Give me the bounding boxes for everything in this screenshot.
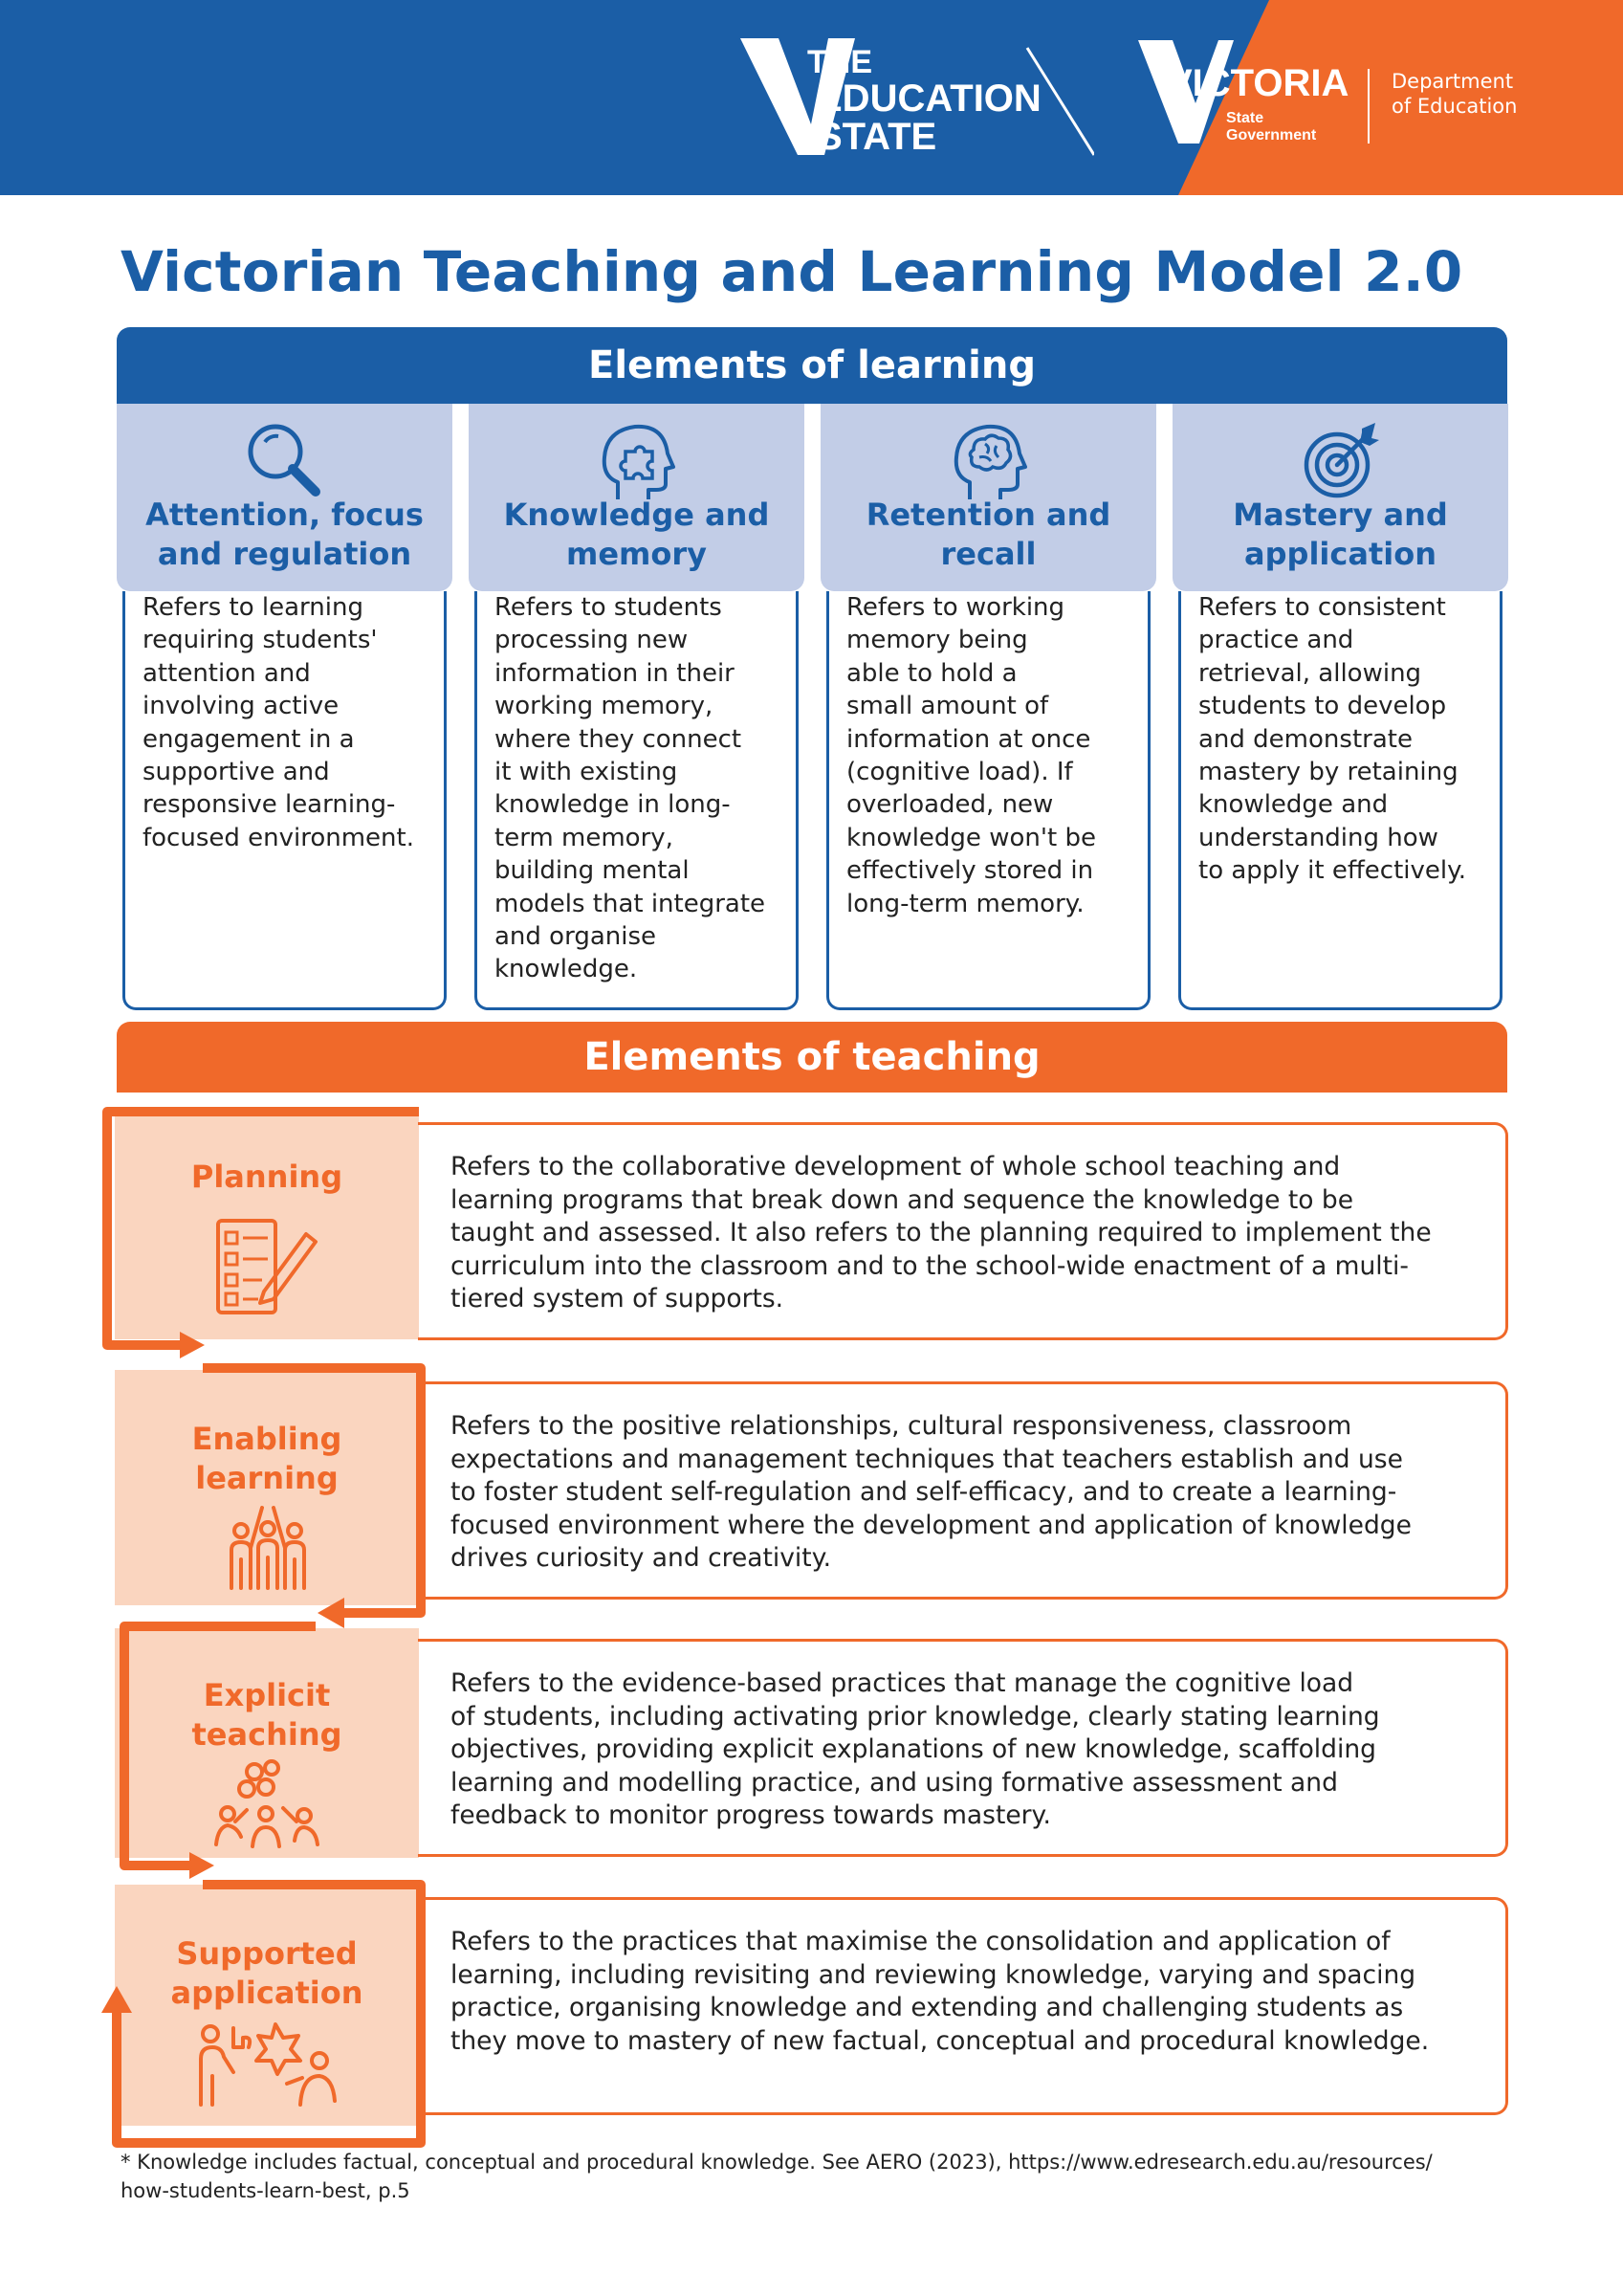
svg-text:VICTORIA: VICTORIA <box>1167 62 1349 104</box>
label-line: Planning <box>190 1159 343 1195</box>
text-line: retrieval, allowing <box>1198 658 1422 688</box>
learning-column-attention <box>117 404 452 852</box>
text-line: processing new <box>494 626 689 655</box>
enabling-description <box>418 1381 1508 1600</box>
label-line: teaching <box>191 1716 342 1753</box>
learning-column-text <box>826 591 1151 1010</box>
label-line: Supported <box>176 1935 358 1972</box>
department-line-1: Department <box>1392 70 1514 93</box>
learning-column-title <box>117 496 452 574</box>
planning-label <box>115 1158 419 1197</box>
learning-column-title <box>1173 496 1508 574</box>
magnifier-icon <box>237 413 333 509</box>
text-line: expectations and management techniques that teachers establish and use <box>450 1444 1403 1474</box>
title-line: application <box>1244 536 1437 572</box>
svg-text:THE: THE <box>807 44 872 80</box>
text-line: learning, including revisiting and reviewing knowledge, varying and spacing <box>450 1959 1416 1990</box>
text-line: mastery by retaining <box>1198 758 1459 787</box>
svg-text:EDUCATION: EDUCATION <box>817 77 1042 120</box>
learning-column-retention <box>821 404 1156 918</box>
text-line: knowledge. <box>494 955 638 984</box>
text-line: where they connect <box>494 724 742 754</box>
learning-column-text <box>474 591 799 1010</box>
svg-text:State: State <box>1226 110 1264 126</box>
text-line: Refers to consistent <box>1198 593 1446 622</box>
text-line: of students, including activating prior knowledge, clearly stating learning <box>450 1701 1380 1732</box>
text-line: effectively stored in <box>846 856 1094 886</box>
text-line: supportive and <box>143 758 330 787</box>
label-line: Explicit <box>203 1677 331 1713</box>
target-icon <box>1293 413 1389 509</box>
label-line: Enabling <box>191 1421 342 1457</box>
text-line: able to hold a <box>846 658 1018 688</box>
title-line: memory <box>565 536 707 572</box>
text-line: they move to mastery of new factual, conceptual and procedural knowledge. <box>450 2025 1430 2056</box>
supported-description <box>418 1897 1508 2115</box>
text-line: students to develop <box>1198 692 1447 721</box>
title-line: Attention, focus <box>145 497 424 533</box>
text-line: and organise <box>494 922 656 952</box>
learning-column-header <box>117 404 452 591</box>
text-line: working memory, <box>494 692 713 721</box>
learning-column-knowledge <box>469 404 804 984</box>
learning-column-title <box>821 496 1156 574</box>
learning-column-title <box>469 496 804 574</box>
text-line: it with existing <box>494 758 678 787</box>
checklist-pencil-icon <box>199 1215 333 1320</box>
text-line: overloaded, new <box>846 790 1054 820</box>
title-line: and regulation <box>157 536 412 572</box>
text-line: knowledge in long- <box>494 790 731 820</box>
teaching-heading: Elements of teaching <box>117 1022 1507 1093</box>
text-line: Refers to the collaborative development of whole school teaching and <box>450 1152 1341 1181</box>
text-line: Refers to the positive relationships, cultural responsiveness, classroom <box>450 1411 1352 1441</box>
text-line: to foster student self-regulation and self-efficacy, and to create a learning- <box>450 1477 1397 1507</box>
text-line: practice and <box>1198 626 1354 655</box>
title-line: Knowledge and <box>503 497 770 533</box>
text-line: practice, organising knowledge and extending and challenging students as <box>450 1993 1404 2022</box>
department-line-2: of Education <box>1392 95 1518 118</box>
text-line: objectives, providing explicit explanations of new knowledge, scaffolding <box>450 1734 1376 1764</box>
text-line: knowledge won't be <box>846 823 1096 852</box>
learning-column-header <box>1173 404 1508 591</box>
text-line: small amount of <box>846 692 1049 721</box>
head-brain-icon <box>941 413 1037 509</box>
svg-text:Government: Government <box>1226 127 1317 144</box>
people-cheering-icon <box>220 1502 316 1592</box>
enabling-label <box>115 1420 419 1498</box>
logo-divider <box>1368 69 1370 144</box>
text-line: curriculum into the classroom and to the school-wide enactment of a multi- <box>450 1250 1409 1281</box>
text-line: to apply it effectively. <box>1198 856 1467 886</box>
title-line: recall <box>940 536 1037 572</box>
supported-label <box>115 1934 419 2013</box>
text-line: information at once <box>846 724 1091 754</box>
text-line: learning and modelling practice, and using formative assessment and <box>450 1767 1338 1798</box>
planning-description <box>418 1122 1508 1340</box>
title-line: Mastery and <box>1233 497 1448 533</box>
text-line: feedback to monitor progress towards mastery. <box>450 1800 1051 1830</box>
text-line: drives curiosity and creativity. <box>450 1543 832 1573</box>
learning-column-text <box>122 591 447 1010</box>
text-line: Refers to the evidence-based practices that manage the cognitive load <box>450 1668 1354 1698</box>
label-line: learning <box>195 1460 339 1496</box>
text-line: understanding how <box>1198 823 1438 852</box>
text-line: Refers to learning <box>143 593 363 622</box>
learning-column-mastery <box>1173 404 1508 886</box>
text-line: responsive learning- <box>143 790 396 820</box>
footnote-line: how-students-learn-best, p.5 <box>121 2179 410 2202</box>
explicit-label <box>115 1676 419 1755</box>
learning-column-header <box>469 404 804 591</box>
footnote <box>121 2148 1526 2205</box>
learning-heading: Elements of learning <box>117 327 1507 404</box>
text-line: requiring students' <box>143 626 378 655</box>
text-line: Refers to students <box>494 593 722 622</box>
text-line: focused environment where the development and application of knowledge <box>450 1510 1412 1540</box>
text-line: long-term memory. <box>846 889 1085 918</box>
text-line: term memory, <box>494 823 673 852</box>
text-line: tiered system of supports. <box>450 1284 784 1314</box>
learning-column-text <box>1178 591 1502 1010</box>
department-text <box>1392 69 1517 119</box>
title-line: Retention and <box>866 497 1111 533</box>
explicit-description <box>418 1639 1508 1857</box>
svg-text:STATE: STATE <box>817 116 937 158</box>
victoria-logo <box>1138 36 1368 161</box>
head-puzzle-icon <box>589 413 685 509</box>
education-state-logo <box>740 36 1094 161</box>
text-line: attention and <box>143 658 311 688</box>
collaboration-icon <box>195 2019 339 2110</box>
text-line: models that integrate <box>494 889 766 918</box>
text-line: engagement in a <box>143 724 355 754</box>
text-line: (cognitive load). If <box>846 758 1073 787</box>
group-network-icon <box>212 1758 323 1850</box>
text-line: knowledge and <box>1198 790 1389 820</box>
text-line: involving active <box>143 692 340 721</box>
header-banner <box>0 0 1623 195</box>
text-line: memory being <box>846 626 1028 655</box>
text-line: learning programs that break down and sequence the knowledge to be <box>450 1184 1354 1215</box>
text-line: focused environment. <box>143 823 414 852</box>
text-line: Refers to the practices that maximise the consolidation and application of <box>450 1927 1391 1956</box>
text-line: taught and assessed. It also refers to the planning required to implement the <box>450 1218 1432 1247</box>
text-line: building mental <box>494 856 690 886</box>
page-title: Victorian Teaching and Learning Model 2.0 <box>121 239 1463 304</box>
learning-column-header <box>821 404 1156 591</box>
text-line: information in their <box>494 658 735 688</box>
text-line: and demonstrate <box>1198 724 1413 754</box>
footnote-line: * Knowledge includes factual, conceptual and procedural knowledge. See AERO (2023), https://www.edresearch.edu.au/resources/ <box>121 2151 1433 2174</box>
text-line: Refers to working <box>846 593 1065 622</box>
label-line: application <box>170 1975 363 2011</box>
